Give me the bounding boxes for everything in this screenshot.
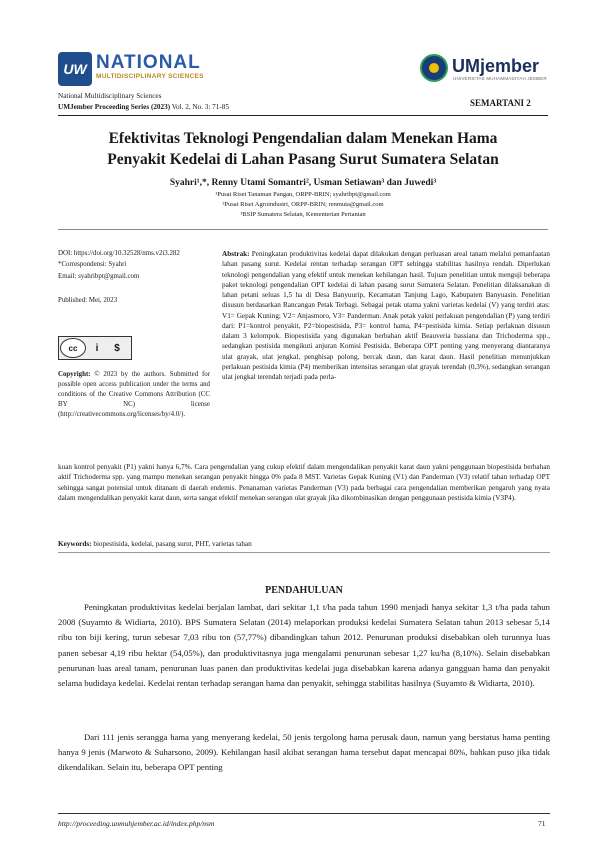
paragraph-1: Peningkatan produktivitas kedelai berjalan lambat, dari sekitar 1,1 t/ha pada tahun 1990 menjadi hanya sekitar 1,3 t/ha pada tahun 2008 (Suyamto & Widiarta, 2010). BPS Sumatera Selatan (2014) melaporkan produksi kedelai Sumatera Selatan tahun 2013 sebesar 5,14 ribu ton biji kering, turun sebesar 7,03 ribu ton (57,77%) dibandingkan tahun 2012. Penurunan produksi disebabkan oleh turunnya luas panen sebesar 4,19 ribu hektar (54,05%), dan produktivitasnya juga mengalami penurunan sebesar 1,27 ku/ha (8,10%). Selain disebabkan penurunan luas areal tanam, penurunan luas panen dan produktivitas kedelai juga disebabkan karena adanya gangguan hama dan penyakit selama budidaya kedelai. Kedelai rentan terhadap serangan hama dan penyakit, sehingga stabilitas hasilnya (Suyamto & Widiarta, 2010). [58,602,550,689]
copyright-notice: Copyright: © 2023 by the authors. Submitted for possible open access publication under the terms and conditions of the Creative Commons Attribution (CC BY NC) license (http://creativecommons.org/licenses/by/4.0/). [58,371,210,418]
cc-icon: cc [60,338,86,358]
uw-logo-mark: UW [58,52,92,86]
umjember-tagline: UNIVERSITAS MUHAMMADIYAH JEMBER [453,76,547,81]
paragraph-2: Dari 111 jenis serangga hama yang menyerang kedelai, 50 jenis tergolong hama perusak daun, namun yang berstatus hama penting hanya 9 jenis (Marwoto & Suharsono, 2009). Kehilangan hasil akibat serangan hama tersebut dapat mencapai 80%, bahkan puso jika tidak dikendalikan. Selain itu, beberapa OPT penting [58,732,550,773]
published-date: Published: Mei, 2023 [58,297,118,304]
doi-link[interactable]: DOI: https://doi.org/10.32528/nms.v2i3.282 [58,250,180,257]
page-number: 71 [538,819,546,828]
logo-name: NATIONAL [96,52,201,73]
section-heading: PENDAHULUAN [265,585,343,596]
umjember-name: UMjember [452,56,540,76]
keywords: Keywords: biopestisida, kedelai, pasang surut, PHT, varietas tahan [58,540,252,548]
header-divider [58,115,548,116]
affiliation-1: ¹Pusat Riset Tanaman Pangan, ORPP-BRIN; syahribpt@gmail.com [215,191,391,198]
journal-name: National Multidisciplinary Sciences [58,92,162,100]
affiliation-2: ²Pusat Riset Agroindustri, ORPP-BRIN; renmuta@gmail.com [222,201,384,208]
seminar-label: SEMARTANI 2 [470,98,531,108]
abstract: Abstrak: Peningkatan produktivitas kedelai dapat dilakukan dengan perluasan areal tanam melalui pemanfaatan lahan pasang surut. Kedelai rentan terhadap serangan OPT sehingga stabilitas hasilnya rendah. Diperlukan teknologi pengendalian yang efektif untuk menekan kehilangan hasil. Tujuan penelitian untuk menguji beberapa paket teknologi pengendalian OPT kedelai di lahan pasang surut Sumatera Selatan. Penelitian dilaksanakan di lahan petani seluas 1,5 ha di Desa Banyuurip, Kecamatan Tanjung Lago, Kabupaten Banyuasin. Penelitian disusun berdasarkan Rancangan Petak Terbagi. Sebagai petak utama yakni varietas kedelai (V) yang terdiri atas: V1= Gepak Kuning; V2= Anjasmoro, V3= Panderman. Anak petak yakni perlakuan pengendalian (P) yang terdiri dari: P1=kontrol penyakit, P2=biopestisida, P3= kontrol hama, P4=pestisida kimia. Setiap perlakuan disusun dalam 3 kelompok. Biopestisida yang digunakan berbahan aktif Beauveria bassiana dan Trichoderma spp., sedangkan pestisida mengikuti anjuran Komisi Pestisida. Beberapa OPT penting yang menyerang diantaranya ulat grayak, ulat jengkal, penghisap polong, bercak daun, dan karat daun. Hasil penelitian menunjukkan perlakuan pestisida kimia (P4) memberikan intensitas serangan ulat grayak terendah (0,3%), sedangkan serangan ulat jengkal terendah terjadi pada perla- [222,250,550,381]
author-list: Syahri¹,*, Renny Utami Somantri², Usman Setiawan³ dan Juwedi³ [169,178,437,188]
abstract-continuation: kuan kontrol penyakit (P1) yakni hanya 6,7%. Cara pengendalian yang cukup efektif dalam mengendalikan penyakit karat daun yakni penggunaan biopestisida berbahan aktif Trichoderma spp. yang mampu menekan serangan penyakit hingga 0% pada 8 MST. Varietas Gepak Kuning (V1) dan Panderman (V3) relatif tahan terhadap OPT sehingga sangat potensial untuk ditanam di daerah endemis. Penanaman varietas Panderman (V3) pada berbagai cara pengendalian memberikan pengaruh yang nyata dalam mengendalikan penyakit karat daun, serta sangat efektif menekan serangan ulat grayak jika dikombinasikan dengan penggunaan pestisida kimia (V3P4). [58,463,550,502]
footer-divider [58,813,550,814]
noncommercial-icon: $ [114,342,120,354]
email-address[interactable]: Email: syahribpt@gmail.com [58,273,140,280]
footer-url[interactable]: http://proceeding.unmuhjember.ac.id/index.php/nsm [58,819,215,828]
umjember-emblem-icon [420,54,448,82]
umjember-logo [420,52,550,92]
cc-license-badge[interactable] [58,336,132,360]
national-multidisciplinary-logo [58,52,278,92]
affiliation-3: ³BSIP Sumatera Selatan, Kementerian Pertanian [240,211,366,218]
article-title: Efektivitas Teknologi Pengendalian dalam Menekan Hama Penyakit Kedelai di Lahan Pasang Surut Sumatera Selatan [107,130,499,168]
attribution-icon: i [95,342,99,354]
correspondence: *Correspondensi: Syahri [58,261,127,268]
keywords-divider [58,552,550,553]
journal-series: UMJember Proceeding Series (2023) Vol. 2, No. 3: 71-85 [58,103,229,111]
title-divider [58,229,548,230]
logo-tagline: MULTIDISCIPLINARY SCIENCES [96,73,204,80]
